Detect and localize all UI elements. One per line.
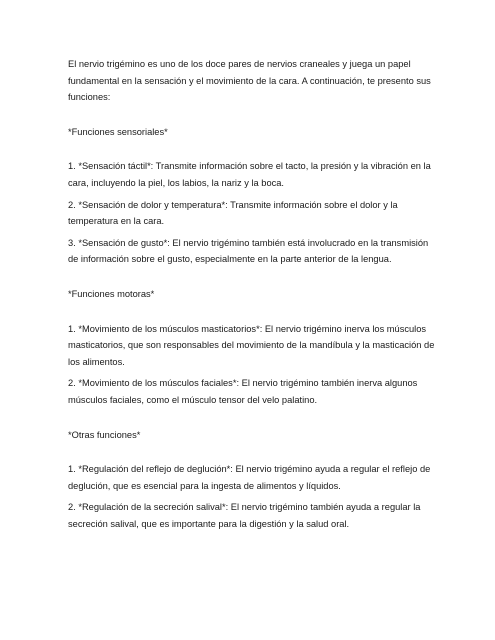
list-item bbox=[68, 499, 428, 532]
text-line: 1. *Sensación táctil*: Transmite información sobre el tacto, la presión y la vibración en la bbox=[68, 161, 431, 172]
text-line: de información sobre el gusto, especialmente en la parte anterior de la lengua. bbox=[68, 254, 392, 265]
text-line: 2. *Regulación de la secreción salival*: El nervio trigémino también ayuda a regular la bbox=[68, 502, 421, 513]
text-line: secreción salival, que es importante para la digestión y la salud oral. bbox=[68, 518, 350, 529]
text-line: El nervio trigémino es uno de los doce pares de nervios craneales y juega un papel bbox=[68, 59, 411, 69]
text-line: 3. *Sensación de gusto*: El nervio trigémino también está involucrado en la transmisión bbox=[68, 237, 429, 248]
text-line: 2. *Movimiento de los músculos faciales*: El nervio trigémino también inerva algunos bbox=[68, 378, 418, 389]
text-line: 1. *Movimiento de los músculos masticatorios*: El nervio trigémino inerva los músculos bbox=[68, 323, 427, 334]
section-heading-sensory: *Funciones sensoriales* bbox=[68, 126, 168, 137]
section-heading-motor: *Funciones motoras* bbox=[68, 288, 155, 299]
text-line: los alimentos. bbox=[68, 356, 125, 367]
text-line: 2. *Sensación de dolor y temperatura*: Transmite información sobre el dolor y la bbox=[68, 199, 398, 210]
section-heading-other: *Otras funciones* bbox=[68, 429, 141, 440]
document-body bbox=[68, 56, 435, 532]
list-item bbox=[68, 375, 428, 408]
intro-paragraph bbox=[68, 56, 431, 106]
text-line: masticatorios, que son responsables del movimiento de la mandíbula y la masticación de bbox=[68, 340, 435, 351]
text-line: funciones: bbox=[68, 92, 111, 103]
text-line: cara, incluyendo la piel, los labios, la nariz y la boca. bbox=[68, 177, 285, 188]
text-line: temperatura en la cara. bbox=[68, 216, 165, 227]
list-item bbox=[68, 197, 428, 230]
list-item bbox=[68, 235, 428, 268]
text-line: 1. *Regulación del reflejo de deglución*: El nervio trigémino ayuda a regular el reflejo de bbox=[68, 464, 431, 475]
list-item bbox=[68, 461, 431, 494]
text-line: músculos faciales, como el músculo tensor del velo palatino. bbox=[68, 394, 318, 405]
text-line: fundamental en la sensación y el movimiento de la cara. A continuación, te presento sus bbox=[68, 75, 431, 86]
text-line: deglución, que es esencial para la ingesta de alimentos y líquidos. bbox=[68, 480, 341, 491]
list-item bbox=[68, 158, 431, 191]
list-item bbox=[68, 321, 435, 371]
